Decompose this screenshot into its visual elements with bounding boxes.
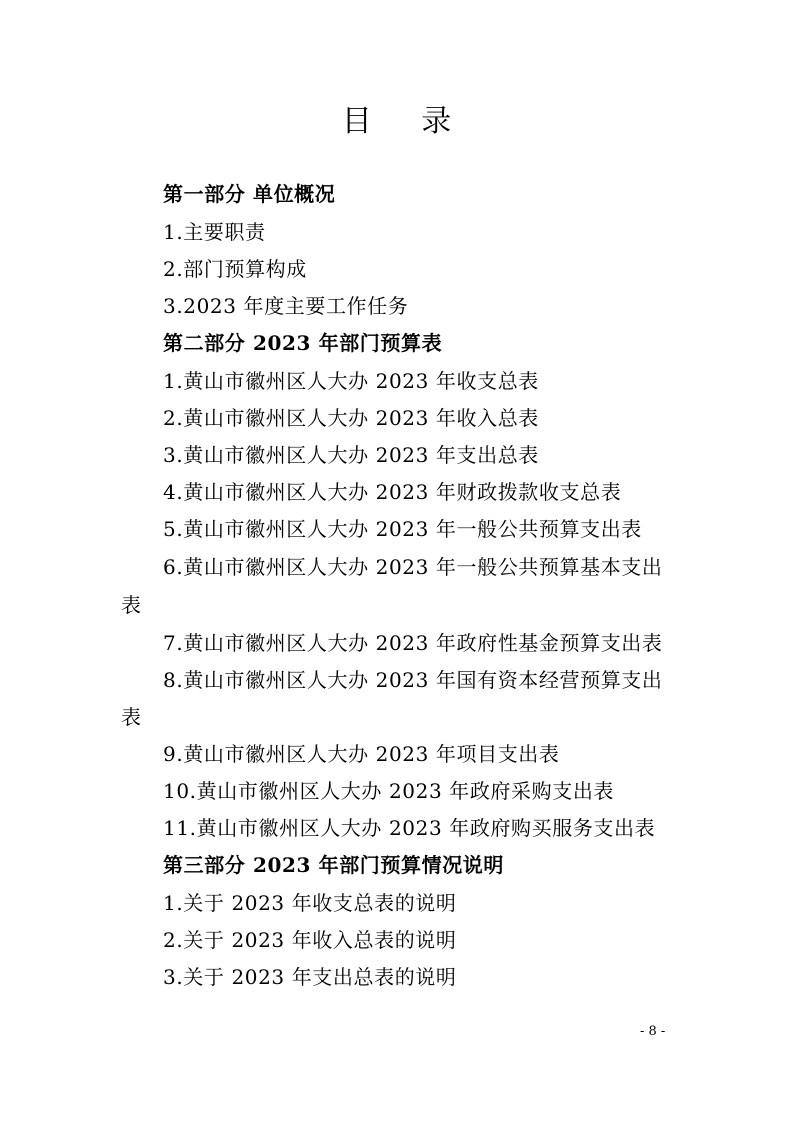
toc-item: 2.黄山市徽州区人大办 2023 年收入总表 xyxy=(163,406,539,430)
toc-item: 9.黄山市徽州区人大办 2023 年项目支出表 xyxy=(163,742,560,766)
section-heading-part1: 第一部分 单位概况 xyxy=(163,182,336,206)
toc-item: 6.黄山市徽州区人大办 2023 年一般公共预算基本支出 xyxy=(163,555,663,579)
toc-item: 3.关于 2023 年支出总表的说明 xyxy=(163,965,457,989)
toc-item: 3.2023 年度主要工作任务 xyxy=(163,294,409,318)
toc-item: 11.黄山市徽州区人大办 2023 年政府购买服务支出表 xyxy=(163,816,656,840)
toc-item-continuation: 表 xyxy=(121,705,142,729)
toc-item: 1.黄山市徽州区人大办 2023 年收支总表 xyxy=(163,369,539,393)
toc-item: 5.黄山市徽州区人大办 2023 年一般公共预算支出表 xyxy=(163,517,642,541)
toc-item: 7.黄山市徽州区人大办 2023 年政府性基金预算支出表 xyxy=(163,631,663,655)
toc-item: 4.黄山市徽州区人大办 2023 年财政拨款收支总表 xyxy=(163,480,622,504)
toc-item: 1.关于 2023 年收支总表的说明 xyxy=(163,891,457,915)
page-title: 目 录 xyxy=(341,104,472,139)
toc-item: 2.关于 2023 年收入总表的说明 xyxy=(163,928,457,952)
toc-item: 1.主要职责 xyxy=(163,220,266,244)
toc-item: 2.部门预算构成 xyxy=(163,257,307,281)
toc-item: 10.黄山市徽州区人大办 2023 年政府采购支出表 xyxy=(163,779,615,803)
section-heading-part2: 第二部分 2023 年部门预算表 xyxy=(163,331,443,355)
toc-item: 3.黄山市徽州区人大办 2023 年支出总表 xyxy=(163,443,539,467)
toc-item: 8.黄山市徽州区人大办 2023 年国有资本经营预算支出 xyxy=(163,668,663,692)
section-heading-part3: 第三部分 2023 年部门预算情况说明 xyxy=(163,853,504,877)
toc-item-continuation: 表 xyxy=(121,593,142,617)
page-number: - 8 - xyxy=(640,1024,666,1039)
